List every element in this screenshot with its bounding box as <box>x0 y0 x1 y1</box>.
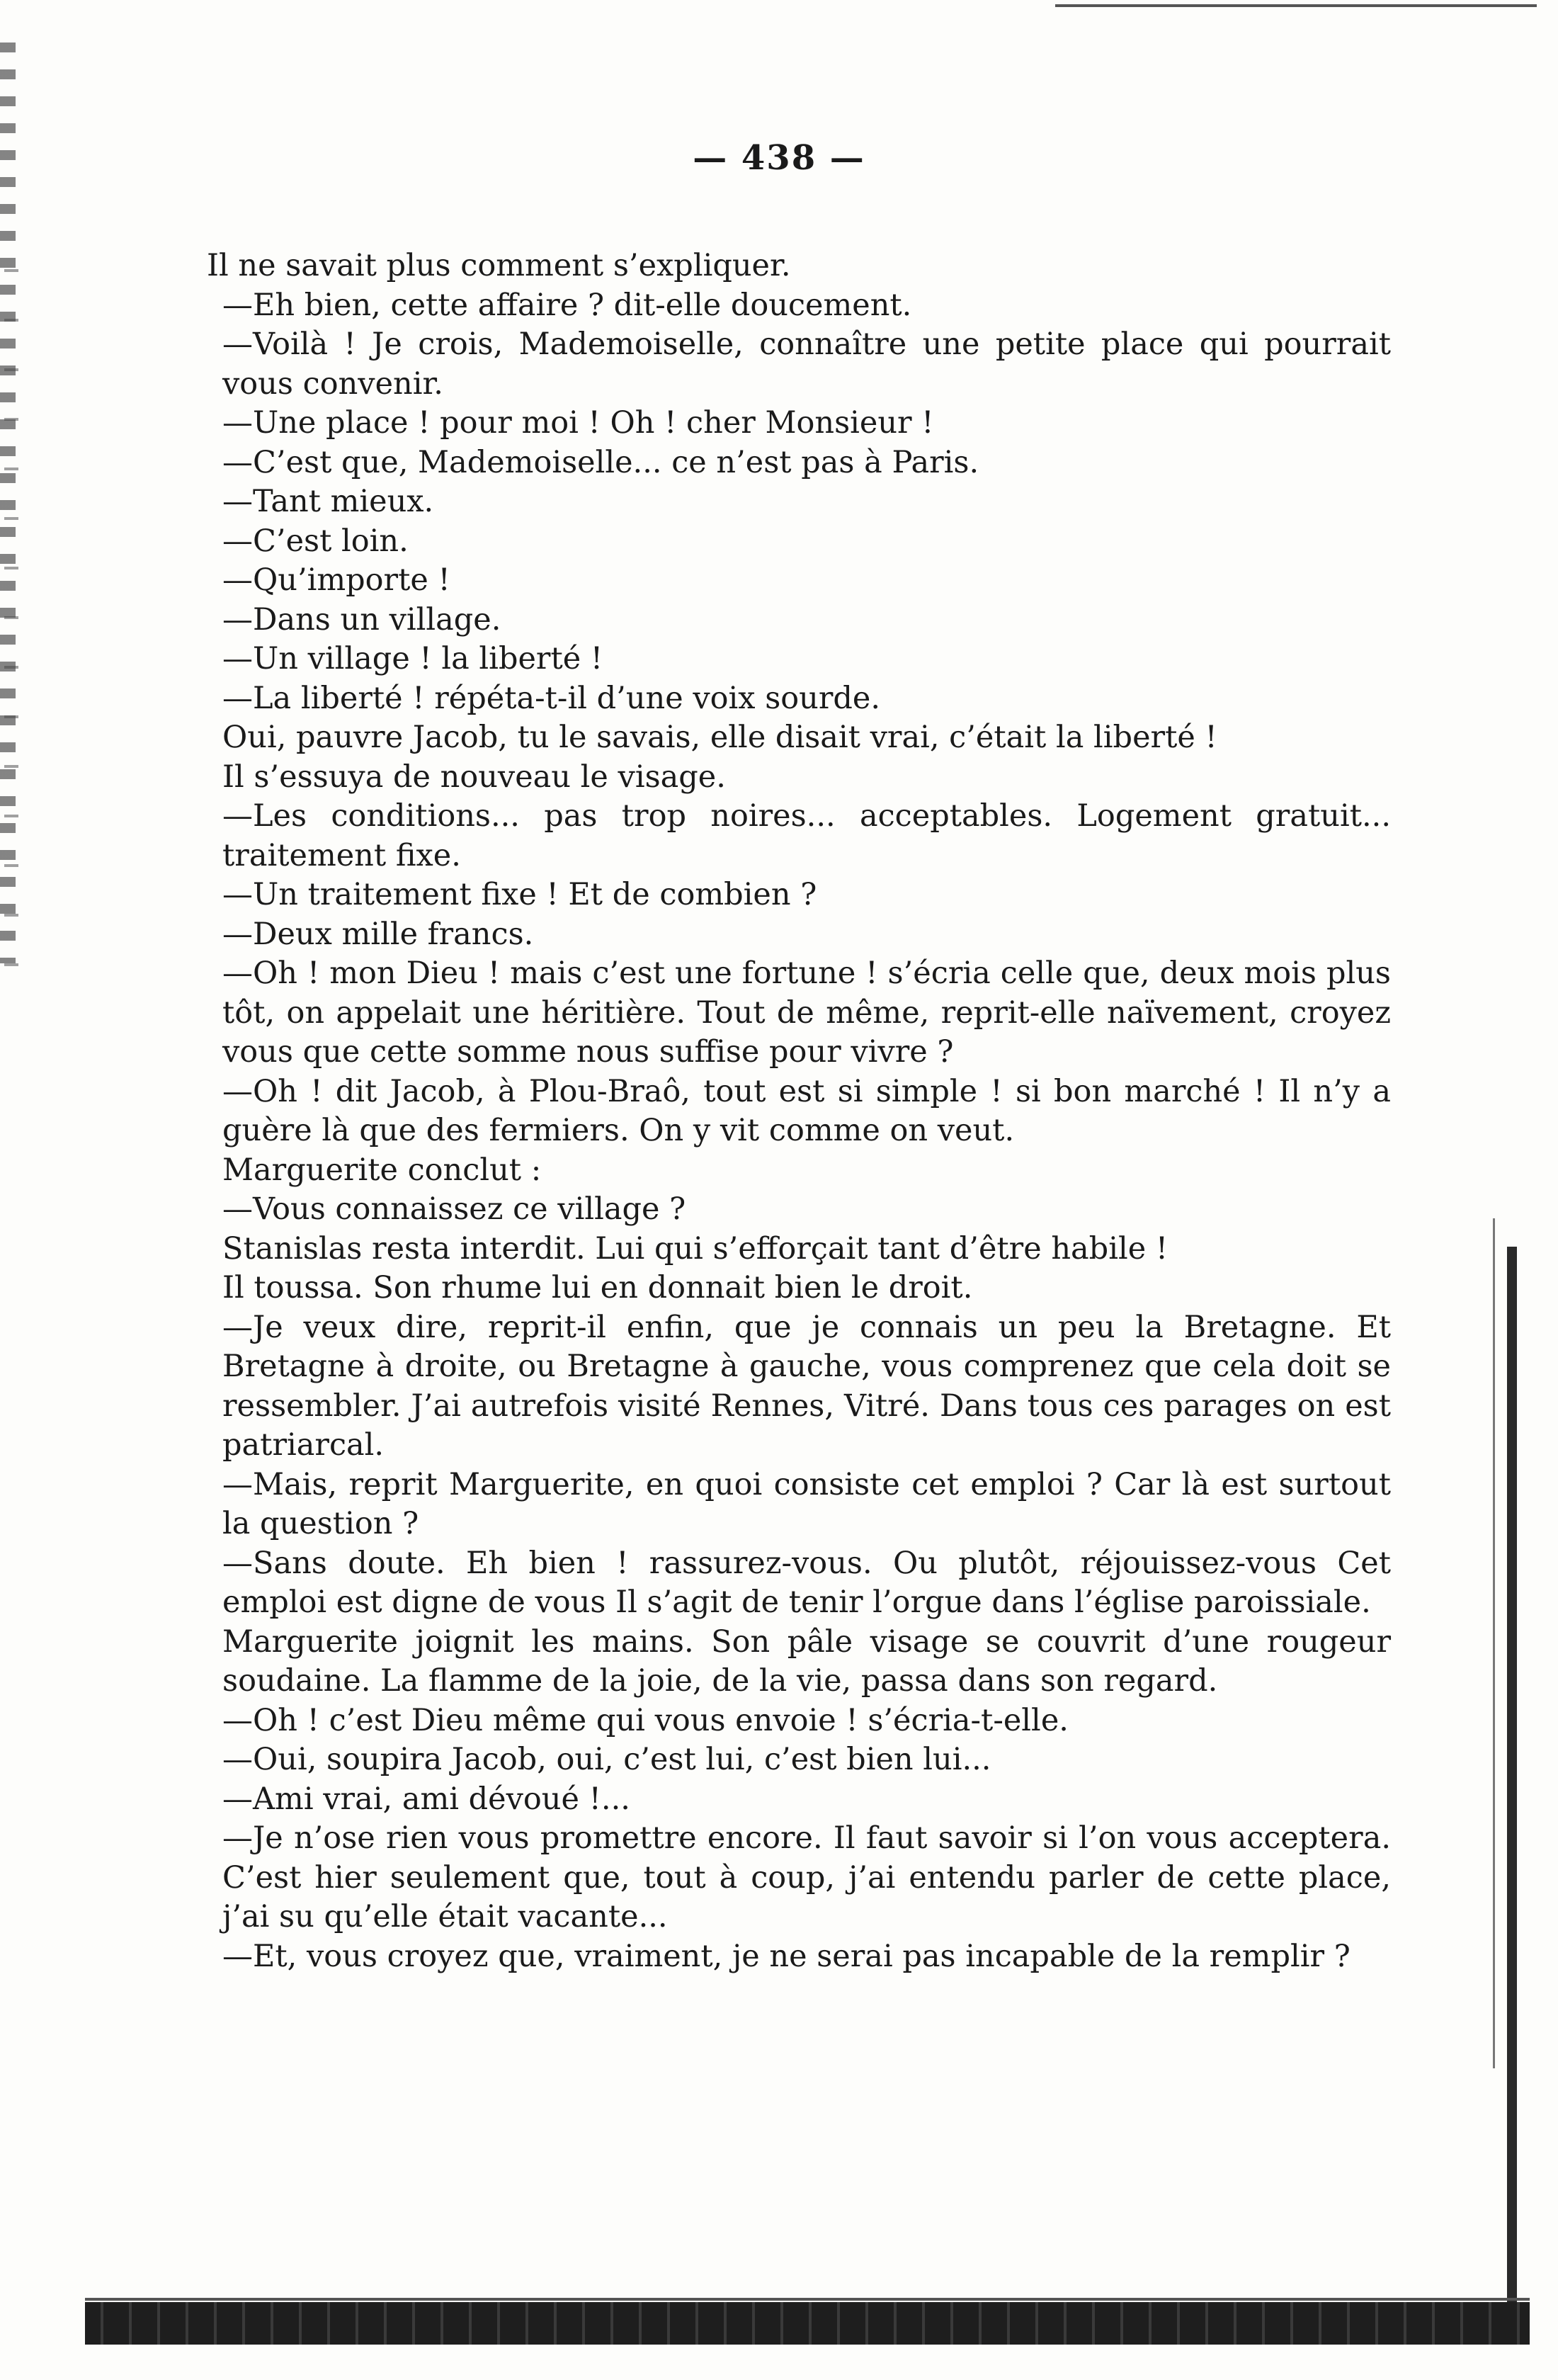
paragraph: —Je veux dire, reprit-il enfin, que je connais un peu la Bretagne. Et Bretagne à droite, ou Bretagne à gauche, vous comprenez que cela doit se ressembler. J’ai autrefois visité Rennes, Vitré. Dans tous ces parages on est patriarcal. <box>222 1309 1391 1463</box>
paragraph: —Deux mille francs. <box>222 916 534 952</box>
scan-top-rule <box>1055 4 1537 7</box>
paragraph: —Eh bien, cette affaire ? dit-elle doucement. <box>222 287 912 323</box>
paragraph: —C’est loin. <box>222 523 409 559</box>
paragraph: —Et, vous croyez que, vraiment, je ne serai pas incapable de la remplir ? <box>222 1938 1351 1974</box>
page-number: — 438 — <box>693 138 865 178</box>
scan-bottom-rule <box>85 2298 1530 2301</box>
paragraph: —Tant mieux. <box>222 484 434 519</box>
paragraph: Marguerite conclut : <box>222 1152 542 1188</box>
paragraph: —Un village ! la liberté ! <box>222 641 603 676</box>
paragraph: Stanislas resta interdit. Lui qui s’efforçait tant d’être habile ! <box>222 1230 1168 1266</box>
paragraph: —Voilà ! Je crois, Mademoiselle, connaître une petite place qui pourrait vous convenir. <box>222 327 1391 402</box>
scan-left-dots <box>4 269 18 978</box>
paragraph: —La liberté ! répéta-t-il d’une voix sourde. <box>222 680 881 716</box>
scan-right-edge-thin <box>1493 1218 1495 2068</box>
paragraph: —Une place ! pour moi ! Oh ! cher Monsieur ! <box>222 405 934 441</box>
paragraph: Il ne savait plus comment s’expliquer. <box>207 248 791 283</box>
paragraph: Il s’essuya de nouveau le visage. <box>222 759 726 795</box>
paragraph: —Vous connaissez ce village ? <box>222 1191 686 1227</box>
body-text <box>186 246 1391 1976</box>
paragraph: —Dans un village. <box>222 601 501 638</box>
paragraph: Il toussa. Son rhume lui en donnait bien le droit. <box>222 1270 973 1305</box>
paragraph: —Mais, reprit Marguerite, en quoi consiste cet emploi ? Car là est surtout la question ? <box>222 1466 1391 1541</box>
paragraph: —Qu’importe ! <box>222 562 450 598</box>
paragraph: —Les conditions... pas trop noires... acceptables. Logement gratuit... traitement fixe. <box>222 798 1391 873</box>
paragraph: Oui, pauvre Jacob, tu le savais, elle disait vrai, c’était la liberté ! <box>222 720 1217 755</box>
paragraph: —Je n’ose rien vous promettre encore. Il faut savoir si l’on vous acceptera. C’est hier seulement que, tout à coup, j’ai entendu parler de cette place, j’ai su qu’elle était vacante... <box>222 1820 1391 1934</box>
paragraph: —Oh ! c’est Dieu même qui vous envoie ! s’écria-t-elle. <box>222 1702 1069 1738</box>
paragraph: —Un traitement fixe ! Et de combien ? <box>222 877 817 912</box>
paragraph: Marguerite joignit les mains. Son pâle visage se couvrit d’une rougeur soudaine. La flamme de la joie, de la vie, passa dans son regard. <box>222 1624 1391 1699</box>
scan-right-edge <box>1507 1247 1517 2309</box>
paragraph: —Oui, soupira Jacob, oui, c’est lui, c’est bien lui... <box>222 1742 991 1777</box>
paragraph: —Ami vrai, ami dévoué !... <box>222 1781 630 1817</box>
paragraph: —Sans doute. Eh bien ! rassurez-vous. Ou plutôt, réjouissez-vous Cet emploi est digne de vous Il s’agit de tenir l’orgue dans l’église paroissiale. <box>222 1545 1391 1620</box>
paragraph: —Oh ! mon Dieu ! mais c’est une fortune ! s’écria celle que, deux mois plus tôt, on appelait une héritière. Tout de même, reprit-elle naïvement, croyez vous que cette somme nous suffise pour vivre ? <box>222 956 1391 1070</box>
paragraph: —Oh ! dit Jacob, à Plou-Braô, tout est si simple ! si bon marché ! Il n’y a guère là que des fermiers. On y vit comme on veut. <box>222 1073 1391 1148</box>
scan-bottom-band <box>85 2302 1530 2345</box>
paragraph: —C’est que, Mademoiselle... ce n’est pas à Paris. <box>222 444 979 480</box>
